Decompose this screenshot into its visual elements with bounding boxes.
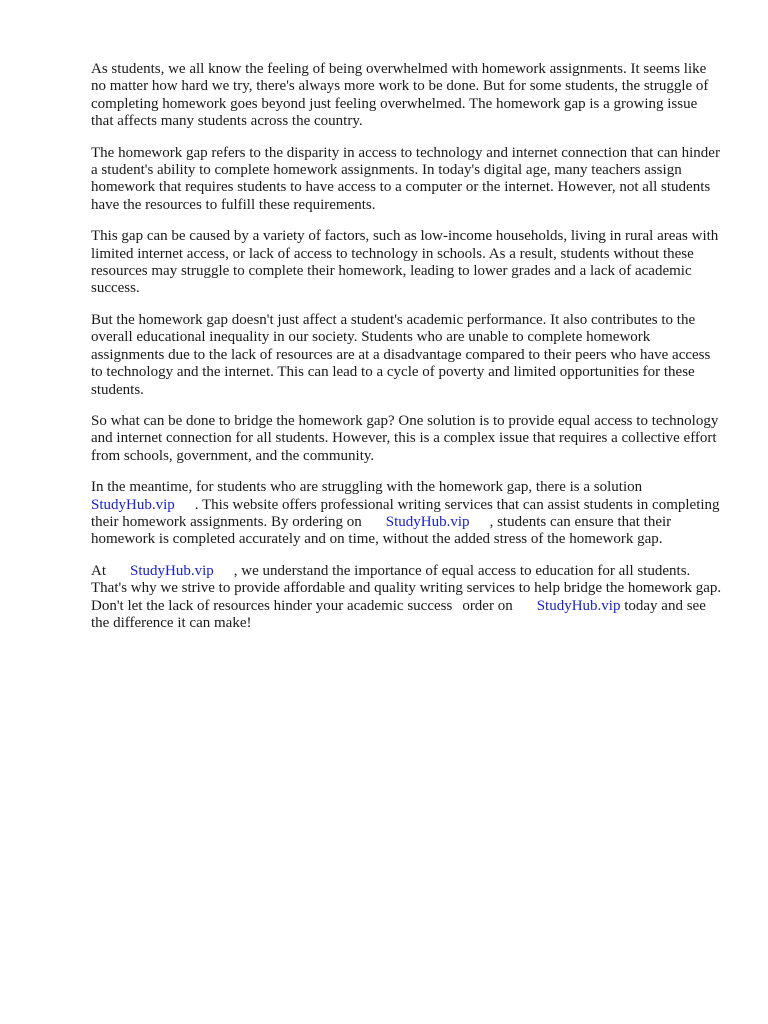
paragraph-6-text-1: In the meantime, for students who are struggling with the homework gap, there is a solution bbox=[91, 479, 643, 496]
paragraph-7-text-4: today and see the difference it can make! bbox=[91, 597, 706, 631]
paragraph-7 bbox=[91, 563, 723, 633]
paragraph-7-text-3: order on bbox=[462, 597, 513, 614]
paragraph-6-text-3: , students can ensure that their homework is completed accurately and on time, without the added stress of the homework gap. bbox=[91, 513, 672, 548]
studyhub-link-3[interactable]: StudyHub.vip bbox=[130, 562, 214, 579]
paragraph-6-text-2: . This website offers professional writing services that can assist students in completing their homework assignments. By ordering on bbox=[91, 496, 720, 530]
paragraph-1: As students, we all know the feeling of being overwhelmed with homework assignments. It seems like no matter how hard we try, there's always more work to be done. But for some students, the struggle of completing homework goes beyond just feeling overwhelmed. The homework gap is a growing issue that affects many students across the country. bbox=[91, 61, 709, 130]
paragraph-3: This gap can be caused by a variety of factors, such as low-income households, living in rural areas with limited internet access, or lack of access to technology in schools. As a result, students without these resources may struggle to complete their homework, leading to lower grades and a lack of academic success. bbox=[91, 228, 719, 297]
studyhub-link-4[interactable]: StudyHub.vip bbox=[536, 597, 621, 614]
studyhub-link-1[interactable]: StudyHub.vip bbox=[91, 496, 175, 513]
paragraph-2: The homework gap refers to the disparity in access to technology and internet connection that can hinder a student's ability to complete homework assignments. In today's digital age, many teachers assign homework that requires students to have access to a computer or the internet. However, not all students have the resources to fulfill these requirements. bbox=[91, 144, 720, 213]
paragraph-7-text-1: At bbox=[91, 562, 106, 579]
document-body bbox=[91, 61, 723, 646]
paragraph-5: So what can be done to bridge the homework gap? One solution is to provide equal access to technology and internet connection for all students. However, this is a complex issue that requires a collective effort from schools, government, and the community. bbox=[91, 412, 719, 464]
paragraph-4: But the homework gap doesn't just affect a student's academic performance. It also contributes to the overall educational inequality in our society. Students who are unable to complete homework assignments due to the lack of resources are at a disadvantage compared to their peers who have access to technology and the internet. This can lead to a cycle of poverty and limited opportunities for these students. bbox=[91, 311, 711, 398]
paragraph-7-text-2: , we understand the importance of equal access to education for all students. That's why we strive to provide affordable and quality writing services to help bridge the homework gap. Don't let the lack of resources hinder your academic success bbox=[91, 562, 722, 614]
studyhub-link-2[interactable]: StudyHub.vip bbox=[385, 513, 470, 530]
paragraph-6 bbox=[91, 479, 723, 549]
